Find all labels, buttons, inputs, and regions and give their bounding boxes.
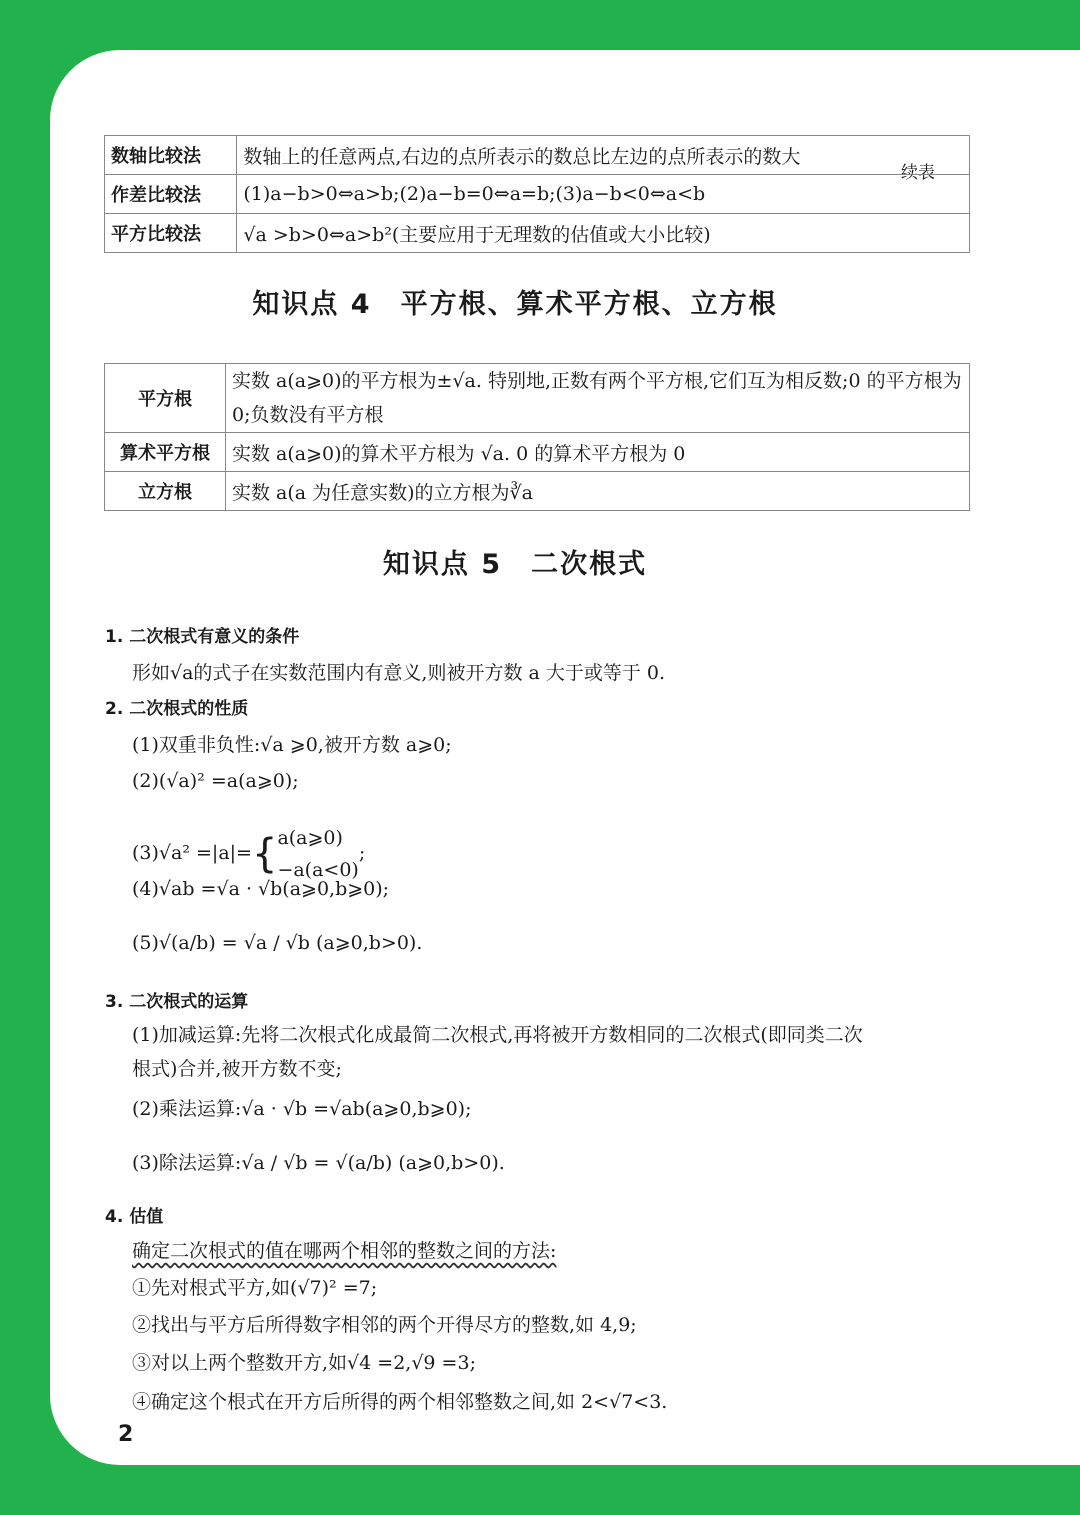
table-row	[105, 214, 970, 253]
case-2: −a(a<0)	[277, 859, 359, 881]
section-4-title: 知识点 4 平方根、算术平方根、立方根	[252, 289, 778, 320]
method-cell: 作差比较法	[105, 175, 237, 214]
estimate-step-3: ③对以上两个整数开方,如√4 =2,√9 =3;	[132, 1352, 476, 1374]
case-1: a(a⩾0)	[277, 827, 343, 849]
property-5: (5)√(a/b) = √a / √b (a⩾0,b>0).	[132, 932, 423, 954]
heading-1: 1. 二次根式有意义的条件	[105, 627, 300, 647]
property-1: (1)双重非负性:√a ⩾0,被开方数 a⩾0;	[132, 734, 452, 756]
text-line: 形如√a的式子在实数范围内有意义,则被开方数 a 大于或等于 0.	[132, 662, 666, 684]
operation-3: (3)除法运算:√a / √b = √(a/b) (a⩾0,b>0).	[132, 1152, 505, 1174]
estimate-step-2: ②找出与平方后所得数字相邻的两个开得尽方的整数,如 4,9;	[132, 1314, 637, 1336]
section-5-title: 知识点 5 二次根式	[382, 549, 648, 580]
method-cell: 平方比较法	[105, 214, 237, 253]
desc-cell: 实数 a(a 为任意实数)的立方根为∛a	[226, 472, 970, 511]
operation-1a: (1)加减运算:先将二次根式化成最简二次根式,再将被开方数相同的二次根式(即同类二次	[132, 1024, 863, 1046]
table-row	[105, 364, 970, 433]
roots-table	[104, 363, 970, 511]
comparison-table	[104, 135, 970, 253]
method-cell: 数轴比较法	[105, 136, 237, 175]
desc-cell: (1)a−b>0⇔a>b;(2)a−b=0⇔a=b;(3)a−b<0⇔a<b	[237, 175, 970, 214]
heading-3: 3. 二次根式的运算	[105, 992, 249, 1012]
estimate-step-1: ①先对根式平方,如(√7)² =7;	[132, 1277, 378, 1299]
page	[50, 50, 1080, 1465]
table-row	[105, 136, 970, 175]
table-row	[105, 433, 970, 472]
desc-cell: 实数 a(a⩾0)的平方根为±√a. 特别地,正数有两个平方根,它们互为相反数;0 的平方根为 0;负数没有平方根	[226, 364, 970, 433]
property-2: (2)(√a)² =a(a⩾0);	[132, 770, 299, 792]
page-number: 2	[118, 1422, 134, 1447]
term-cell: 平方根	[105, 364, 226, 433]
operation-2: (2)乘法运算:√a · √b =√ab(a⩾0,b⩾0);	[132, 1098, 472, 1120]
property-4: (4)√ab =√a · √b(a⩾0,b⩾0);	[132, 878, 390, 900]
piecewise	[277, 822, 358, 886]
term-cell: 立方根	[105, 472, 226, 511]
desc-cell: 实数 a(a⩾0)的算术平方根为 √a. 0 的算术平方根为 0	[226, 433, 970, 472]
table-row	[105, 472, 970, 511]
desc-cell: √a >b>0⇔a>b²(主要应用于无理数的估值或大小比较)	[237, 214, 970, 253]
heading-2: 2. 二次根式的性质	[105, 699, 249, 719]
operation-1b: 根式)合并,被开方数不变;	[132, 1058, 342, 1080]
term-cell: 算术平方根	[105, 433, 226, 472]
desc-cell: 数轴上的任意两点,右边的点所表示的数总比左边的点所表示的数大	[237, 136, 970, 175]
estimate-intro: 确定二次根式的值在哪两个相邻的整数之间的方法:	[132, 1240, 557, 1262]
continued-label: 续表	[901, 163, 935, 183]
heading-4: 4. 估值	[105, 1207, 164, 1227]
property-3-lhs: (3)√a² =|a|=	[132, 842, 252, 864]
property-3	[132, 822, 365, 886]
table-row	[105, 175, 970, 214]
estimate-step-4: ④确定这个根式在开方后所得的两个相邻整数之间,如 2<√7<3.	[132, 1391, 668, 1413]
property-3-end: ;	[358, 842, 366, 864]
brace: {	[251, 831, 278, 877]
